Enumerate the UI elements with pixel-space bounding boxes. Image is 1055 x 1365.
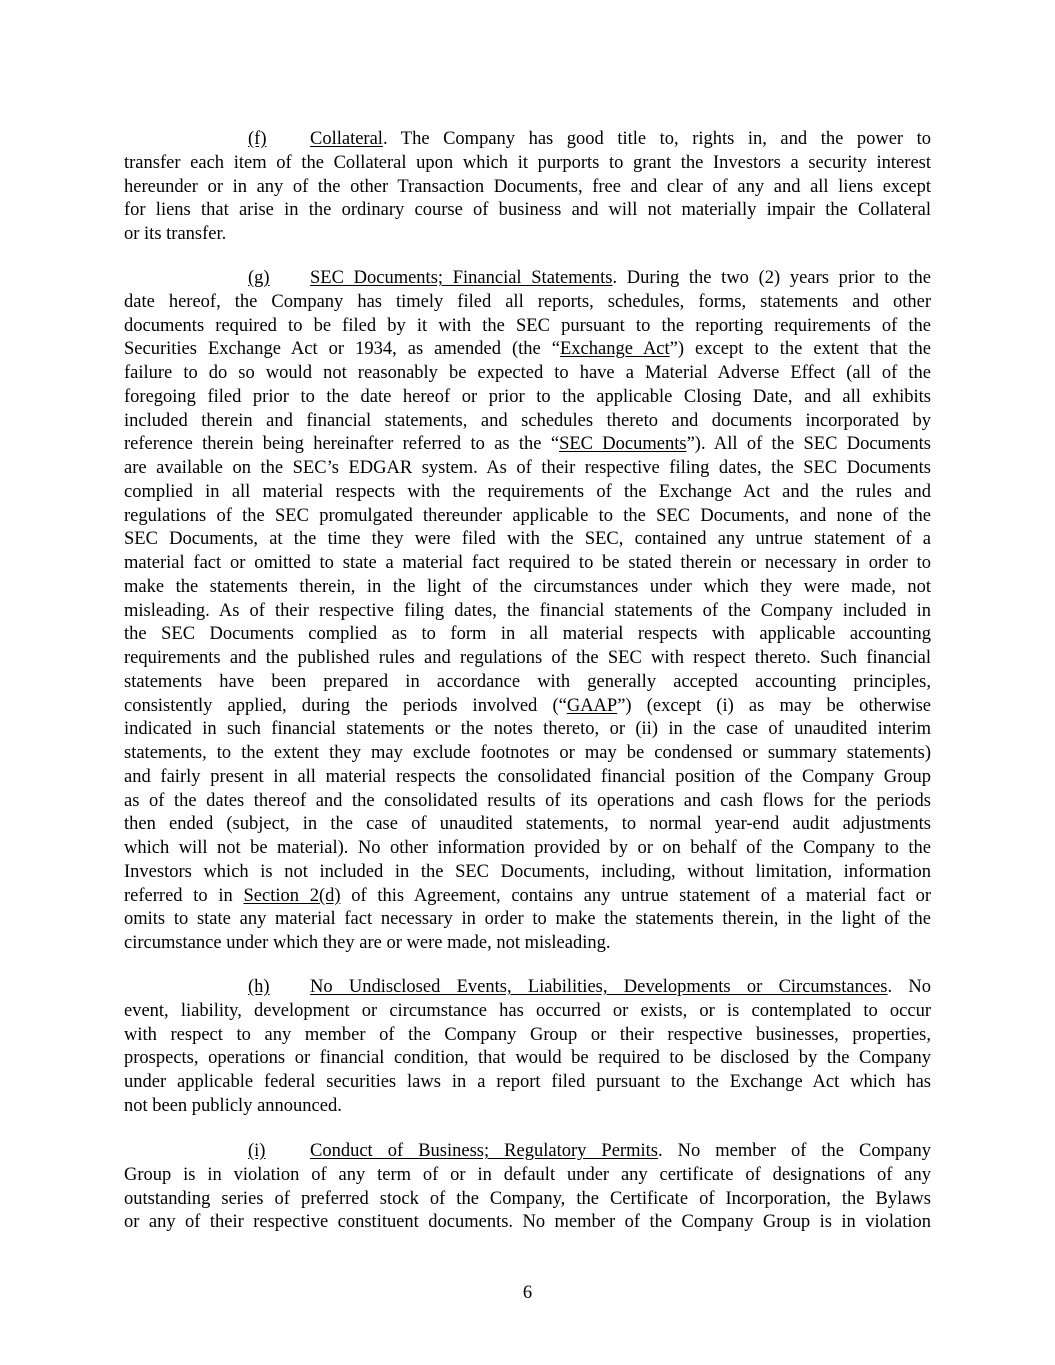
text-line: with respect to any member of the Company Group or their respective businesses, properties, bbox=[124, 1024, 931, 1045]
defined-term: SEC Documents bbox=[559, 434, 687, 455]
text-line: make the statements therein, in the light of the circumstances under which they were made, not bbox=[124, 576, 931, 597]
text-line: documents required to be filed by it with the SEC pursuant to the reporting requirements of the bbox=[124, 315, 931, 336]
section-heading: No Undisclosed Events, Liabilities, Developments or Circumstances bbox=[310, 977, 888, 997]
text-line: are available on the SEC’s EDGAR system. As of their respective filing dates, the SEC Documents bbox=[124, 458, 931, 478]
text-line: outstanding series of preferred stock of the Company, the Certificate of Incorporation, the Bylaws bbox=[124, 1188, 931, 1209]
section-heading: SEC Documents; Financial Statements bbox=[310, 268, 613, 288]
text-line: requirements and the published rules and regulations of the SEC with respect thereto. Such financial bbox=[124, 648, 931, 668]
text-line bbox=[124, 884, 931, 908]
text-line: failure to do so would not reasonably be expected to have a Material Adverse Effect (all of the bbox=[124, 363, 931, 383]
paragraph-first-line bbox=[248, 1139, 931, 1163]
text-segment: ”). All of the SEC Documents bbox=[686, 434, 931, 455]
text-line bbox=[124, 432, 931, 456]
text-line: date hereof, the Company has timely filed all reports, schedules, forms, statements and other bbox=[124, 291, 931, 312]
text-line: omits to state any material fact necessary in order to make the statements therein, in the light of the bbox=[124, 909, 931, 930]
page-number: 6 bbox=[522, 1283, 533, 1303]
section-label: (f) bbox=[248, 129, 267, 149]
text-segment: referred to in bbox=[124, 885, 244, 906]
text-line: not been publicly announced. bbox=[124, 1095, 342, 1116]
text-line: under applicable federal securities laws in a report filed pursuant to the Exchange Act which has bbox=[124, 1072, 931, 1092]
text-segment: . The Company has good title to, rights in, and the power to bbox=[382, 129, 931, 149]
text-segment: ”) (except (i) as may be otherwise bbox=[617, 695, 931, 716]
text-line: or its transfer. bbox=[124, 224, 227, 244]
text-line: the SEC Documents complied as to form in all material respects with applicable accounting bbox=[124, 624, 931, 645]
text-line: Group is in violation of any term of or in default under any certificate of designations of any bbox=[124, 1164, 931, 1185]
text-segment: . No member of the Company bbox=[657, 1141, 931, 1161]
paragraph-first-line bbox=[248, 127, 931, 151]
section-heading: Conduct of Business; Regulatory Permits bbox=[310, 1141, 658, 1161]
text-line: transfer each item of the Collateral upon which it purports to grant the Investors a security interest bbox=[124, 152, 931, 173]
text-line: SEC Documents, at the time they were filed with the SEC, contained any untrue statement of a bbox=[124, 529, 931, 550]
text-line: as of the dates thereof and the consolidated results of its operations and cash flows for the periods bbox=[124, 790, 931, 811]
text-segment: of this Agreement, contains any untrue statement of a material fact or bbox=[340, 885, 932, 906]
text-line: foregoing filed prior to the date hereof or prior to the applicable Closing Date, and all exhibits bbox=[124, 386, 931, 407]
text-line: which will not be material). No other information provided by or on behalf of the Company to the bbox=[124, 838, 931, 858]
text-line: material fact or omitted to state a material fact required to be stated therein or necessary in order to bbox=[124, 553, 931, 573]
defined-term: GAAP bbox=[566, 695, 618, 716]
text-line: included therein and financial statements, and schedules thereto and documents incorporated by bbox=[124, 410, 931, 431]
text-line: Investors which is not included in the SEC Documents, including, without limitation, information bbox=[124, 861, 931, 882]
text-line: complied in all material respects with the requirements of the Exchange Act and the rules and bbox=[124, 481, 931, 502]
paragraph-first-line bbox=[248, 266, 931, 290]
text-segment: . During the two (2) years prior to the bbox=[612, 268, 931, 288]
text-line: hereunder or in any of the other Transaction Documents, free and clear of any and all liens except bbox=[124, 176, 931, 197]
text-segment: reference therein being hereinafter referred to as the “ bbox=[124, 434, 560, 455]
text-line: regulations of the SEC promulgated thereunder applicable to the SEC Documents, and none of the bbox=[124, 505, 931, 526]
text-line: and fairly present in all material respects the consolidated financial position of the Company Group bbox=[124, 766, 931, 787]
text-line: statements have been prepared in accordance with generally accepted accounting principles, bbox=[124, 671, 931, 692]
text-segment: Securities Exchange Act or 1934, as amended (the “ bbox=[124, 339, 560, 360]
text-line: or any of their respective constituent documents. No member of the Company Group is in violation bbox=[124, 1212, 931, 1233]
text-line: then ended (subject, in the case of unaudited statements, to normal year-end audit adjustments bbox=[124, 814, 931, 835]
text-line: for liens that arise in the ordinary course of business and will not materially impair the Collateral bbox=[124, 200, 931, 221]
section-label: (h) bbox=[248, 977, 270, 997]
text-line bbox=[124, 337, 931, 361]
text-line: circumstance under which they are or were made, not misleading. bbox=[124, 933, 611, 953]
text-segment: . No bbox=[887, 977, 931, 997]
text-segment: consistently applied, during the periods involved (“ bbox=[124, 695, 567, 716]
text-line: event, liability, development or circumstance has occurred or exists, or is contemplated to occur bbox=[124, 1000, 931, 1021]
defined-term: Exchange Act bbox=[560, 339, 670, 360]
text-line: indicated in such financial statements or the notes thereto, or (ii) in the case of unaudited interim bbox=[124, 719, 931, 740]
paragraph-first-line bbox=[248, 975, 931, 999]
text-line bbox=[124, 694, 931, 718]
text-line: prospects, operations or financial condition, that would be required to be disclosed by the Company bbox=[124, 1048, 931, 1069]
section-label: (g) bbox=[248, 268, 270, 288]
text-segment: ”) except to the extent that the bbox=[669, 339, 931, 360]
section-label: (i) bbox=[248, 1141, 266, 1161]
defined-term: Section 2(d) bbox=[243, 885, 341, 906]
section-heading: Collateral bbox=[310, 129, 383, 149]
text-line: statements, to the extent they may exclude footnotes or may be condensed or summary statements) bbox=[124, 743, 931, 763]
text-line: misleading. As of their respective filing dates, the financial statements of the Company included in bbox=[124, 600, 931, 621]
